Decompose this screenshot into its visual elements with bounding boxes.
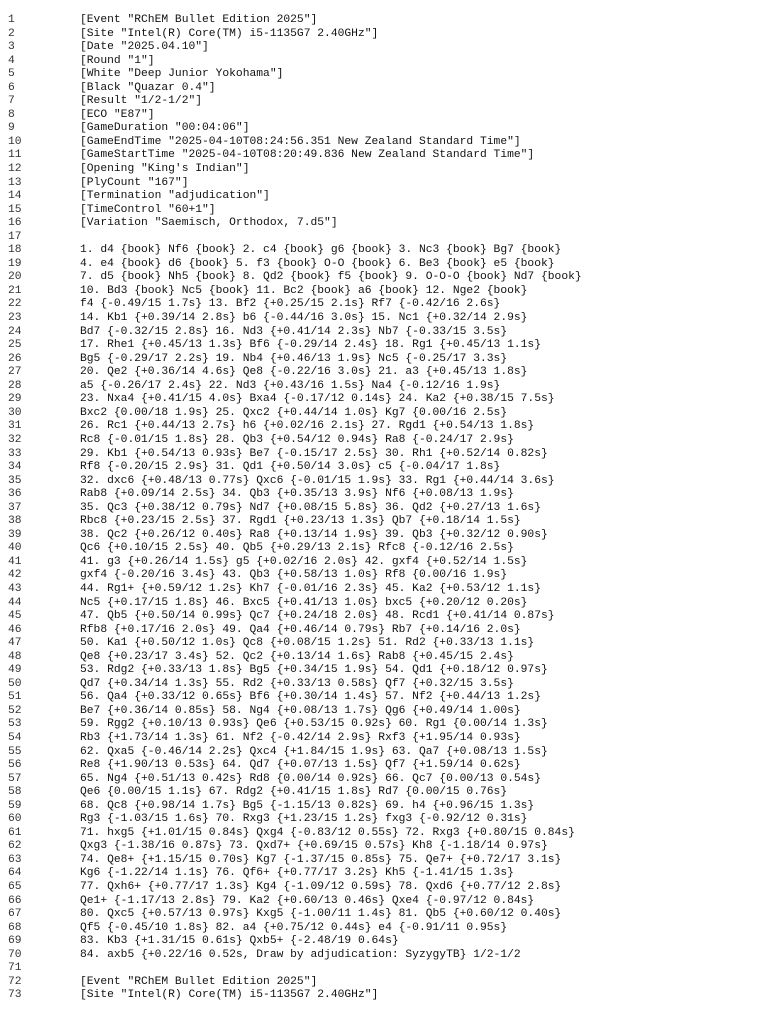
line-text[interactable]: Bd7 {-0.32/15 2.8s} 16. Nd3 {+0.41/14 2.3s} Nb7 {-0.33/15 3.5s} [80, 325, 508, 338]
line-text[interactable]: Qf5 {-0.45/10 1.8s} 82. a4 {+0.75/12 0.44s} e4 {-0.91/11 0.95s} [80, 921, 508, 934]
line-number: 28 [8, 379, 22, 392]
editor-line[interactable] [0, 502, 768, 516]
editor-line[interactable] [0, 637, 768, 651]
editor-line[interactable] [0, 515, 768, 529]
line-number: 12 [8, 163, 22, 176]
line-number: 69 [8, 935, 22, 948]
line-text[interactable]: Qe1+ {-1.17/13 2.8s} 79. Ka2 {+0.60/13 0.46s} Qxe4 {-0.97/12 0.84s} [80, 894, 535, 907]
line-text[interactable]: 59. Rgg2 {+0.10/13 0.93s} Qe6 {+0.53/15 0.92s} 60. Rg1 {0.00/14 1.3s} [80, 718, 548, 731]
line-number: 17 [8, 230, 22, 243]
line-number: 33 [8, 447, 22, 460]
line-text[interactable]: [GameEndTime "2025-04-10T08:24:56.351 New Zealand Standard Time"] [80, 135, 521, 148]
line-number: 60 [8, 813, 22, 826]
line-text[interactable]: 29. Kb1 {+0.54/13 0.93s} Be7 {-0.15/17 2.5s} 30. Rh1 {+0.52/14 0.82s} [80, 447, 548, 460]
line-text[interactable]: [Event "RChEM Bullet Edition 2025"] [80, 975, 318, 988]
line-number: 1 [8, 14, 15, 26]
line-text[interactable]: Rfb8 {+0.17/16 2.0s} 49. Qa4 {+0.46/14 0.79s} Rb7 {+0.14/16 2.0s} [80, 623, 521, 636]
editor-line[interactable] [0, 705, 768, 719]
line-text[interactable]: Qc6 {+0.10/15 2.5s} 40. Qb5 {+0.29/13 2.1s} Rfc8 {-0.12/16 2.5s} [80, 542, 514, 555]
line-number: 16 [8, 217, 22, 230]
line-text[interactable]: 47. Qb5 {+0.50/14 0.99s} Qc7 {+0.24/18 2.0s} 48. Rcd1 {+0.41/14 0.87s} [80, 610, 555, 623]
line-number: 22 [8, 298, 22, 311]
line-number: 2 [8, 27, 15, 40]
editor-line[interactable] [0, 366, 768, 380]
editor-line[interactable] [0, 935, 768, 949]
text-editor[interactable] [0, 14, 768, 1003]
line-number: 53 [8, 718, 22, 731]
editor-line[interactable] [0, 28, 768, 42]
line-number: 71 [8, 962, 22, 975]
line-number: 18 [8, 244, 22, 257]
editor-line[interactable] [0, 55, 768, 69]
line-text[interactable]: Qe6 {0.00/15 1.1s} 67. Rdg2 {+0.41/15 1.8s} Rd7 {0.00/15 0.76s} [80, 786, 508, 799]
line-text[interactable]: [Round "1"] [80, 54, 155, 67]
editor-line[interactable] [0, 163, 768, 177]
editor-line[interactable] [0, 312, 768, 326]
editor-line[interactable] [0, 759, 768, 773]
line-number: 43 [8, 582, 22, 595]
editor-line[interactable] [0, 122, 768, 136]
line-number: 30 [8, 406, 22, 419]
line-text[interactable]: [White "Deep Junior Yokohama"] [80, 68, 284, 81]
line-text[interactable]: Kg6 {-1.22/14 1.1s} 76. Qf6+ {+0.77/17 3.2s} Kh5 {-1.41/15 1.3s} [80, 867, 514, 880]
line-text[interactable]: [Site "Intel(R) Core(TM) i5-1135G7 2.40GHz"] [80, 27, 379, 40]
line-text[interactable]: a5 {-0.26/17 2.4s} 22. Nd3 {+0.43/16 1.5s} Na4 {-0.12/16 1.9s} [80, 379, 501, 392]
line-text[interactable]: [Termination "adjudication"] [80, 190, 270, 203]
editor-line[interactable] [0, 746, 768, 760]
line-number: 41 [8, 555, 22, 568]
line-text[interactable]: 68. Qc8 {+0.98/14 1.7s} Bg5 {-1.15/13 0.82s} 69. h4 {+0.96/15 1.3s} [80, 799, 535, 812]
editor-line[interactable] [0, 895, 768, 909]
editor-line[interactable] [0, 271, 768, 285]
line-text[interactable]: Qe8 {+0.23/17 3.4s} 52. Qc2 {+0.13/14 1.6s} Rab8 {+0.45/15 2.4s} [80, 650, 514, 663]
line-number: 32 [8, 433, 22, 446]
line-number: 42 [8, 569, 22, 582]
editor-line[interactable] [0, 651, 768, 665]
editor-line[interactable] [0, 840, 768, 854]
line-text[interactable]: 17. Rhe1 {+0.45/13 1.3s} Bf6 {-0.29/14 2.4s} 18. Rg1 {+0.45/13 1.1s} [80, 339, 541, 352]
line-text[interactable]: Qd7 {+0.34/14 1.3s} 55. Rd2 {+0.33/13 0.58s} Qf7 {+0.32/15 3.5s} [80, 677, 514, 690]
line-text[interactable]: 84. axb5 {+0.22/16 0.52s, Draw by adjudication: SyzygyTB} 1/2-1/2 [80, 948, 521, 961]
editor-line[interactable] [0, 691, 768, 705]
editor-line[interactable] [0, 597, 768, 611]
editor-line[interactable] [0, 475, 768, 489]
line-text[interactable]: 4. e4 {book} d6 {book} 5. f3 {book} O-O {book} 6. Be3 {book} e5 {book} [80, 257, 555, 270]
line-number: 50 [8, 677, 22, 690]
editor-line[interactable] [0, 434, 768, 448]
line-number: 6 [8, 81, 15, 94]
editor-line[interactable] [0, 82, 768, 96]
line-number: 11 [8, 149, 22, 162]
line-number: 34 [8, 461, 22, 474]
line-number: 31 [8, 420, 22, 433]
editor-line[interactable] [0, 556, 768, 570]
line-text[interactable]: 80. Qxc5 {+0.57/13 0.97s} Kxg5 {-1.00/11 1.4s} 81. Qb5 {+0.60/12 0.40s} [80, 908, 562, 921]
editor-line[interactable] [0, 393, 768, 407]
line-number: 26 [8, 352, 22, 365]
editor-line[interactable] [0, 14, 768, 28]
line-text[interactable]: 20. Qe2 {+0.36/14 4.6s} Qe8 {-0.22/16 3.0s} 21. a3 {+0.45/13 1.8s} [80, 366, 528, 379]
line-number: 73 [8, 989, 22, 1002]
line-number: 4 [8, 54, 15, 67]
line-text[interactable]: 50. Ka1 {+0.50/12 1.0s} Qc8 {+0.08/15 1.2s} 51. Rd2 {+0.33/13 1.1s} [80, 637, 535, 650]
line-text[interactable]: 23. Nxa4 {+0.41/15 4.0s} Bxa4 {-0.17/12 0.14s} 24. Ka2 {+0.38/15 7.5s} [80, 393, 555, 406]
editor-line[interactable] [0, 813, 768, 827]
line-number: 5 [8, 68, 15, 81]
line-number: 65 [8, 881, 22, 893]
line-number: 7 [8, 95, 15, 108]
editor-line[interactable] [0, 922, 768, 936]
line-number: 54 [8, 731, 22, 744]
editor-line[interactable] [0, 786, 768, 800]
editor-line[interactable] [0, 800, 768, 814]
editor-line[interactable] [0, 420, 768, 434]
editor-line[interactable] [0, 298, 768, 312]
line-text[interactable]: [Black "Quazar 0.4"] [80, 81, 216, 94]
line-number: 51 [8, 691, 22, 704]
editor-line[interactable] [0, 610, 768, 624]
line-text[interactable]: gxf4 {-0.20/16 3.4s} 43. Qb3 {+0.58/13 1.0s} Rf8 {0.00/16 1.9s} [80, 569, 508, 582]
line-number: 44 [8, 596, 22, 609]
line-number: 64 [8, 867, 22, 880]
editor-line[interactable] [0, 908, 768, 922]
line-number: 62 [8, 840, 22, 853]
editor-line[interactable] [0, 664, 768, 678]
line-text[interactable]: Be7 {+0.36/14 0.85s} 58. Ng4 {+0.08/13 1.7s} Qg6 {+0.49/14 1.00s} [80, 704, 521, 717]
editor-line[interactable] [0, 854, 768, 868]
line-number: 27 [8, 366, 22, 379]
line-number: 39 [8, 528, 22, 541]
editor-line[interactable] [0, 326, 768, 340]
editor-line[interactable] [0, 488, 768, 502]
line-text[interactable]: [ECO "E87"] [80, 108, 155, 121]
editor-line[interactable] [0, 177, 768, 191]
line-number: 14 [8, 190, 22, 203]
editor-line[interactable] [0, 380, 768, 394]
line-number: 67 [8, 908, 22, 921]
line-number: 47 [8, 637, 22, 650]
line-text[interactable]: 41. g3 {+0.26/14 1.5s} g5 {+0.02/16 2.0s} 42. gxf4 {+0.52/14 1.5s} [80, 555, 528, 568]
line-text[interactable]: [Date "2025.04.10"] [80, 41, 209, 54]
line-text[interactable]: 35. Qc3 {+0.38/12 0.79s} Nd7 {+0.08/15 5.8s} 36. Qd2 {+0.27/13 1.6s} [80, 501, 541, 514]
editor-line[interactable] [0, 244, 768, 258]
editor-line[interactable] [0, 989, 768, 1003]
line-text[interactable]: 14. Kb1 {+0.39/14 2.8s} b6 {-0.44/16 3.0s} 15. Nc1 {+0.32/14 2.9s} [80, 312, 528, 325]
line-number: 72 [8, 975, 22, 988]
line-text[interactable]: 1. d4 {book} Nf6 {book} 2. c4 {book} g6 {book} 3. Nc3 {book} Bg7 {book} [80, 244, 562, 257]
editor-line[interactable] [0, 827, 768, 841]
line-number: 15 [8, 203, 22, 216]
line-text[interactable]: f4 {-0.49/15 1.7s} 13. Bf2 {+0.25/15 2.1s} Rf7 {-0.42/16 2.6s} [80, 298, 501, 311]
line-text[interactable]: 74. Qe8+ {+1.15/15 0.70s} Kg7 {-1.37/15 0.85s} 75. Qe7+ {+0.72/17 3.1s} [80, 853, 562, 866]
line-text[interactable]: Rg3 {-1.03/15 1.6s} 70. Rxg3 {+1.23/15 1.2s} fxg3 {-0.92/12 0.31s} [80, 813, 528, 826]
line-text[interactable]: 53. Rdg2 {+0.33/13 1.8s} Bg5 {+0.34/15 1.9s} 54. Qd1 {+0.18/12 0.97s} [80, 664, 548, 677]
line-number: 3 [8, 41, 15, 54]
editor-line[interactable] [0, 678, 768, 692]
line-number: 25 [8, 339, 22, 352]
editor-line[interactable] [0, 136, 768, 150]
line-number: 10 [8, 135, 22, 148]
line-number: 45 [8, 610, 22, 623]
line-text[interactable]: 62. Qxa5 {-0.46/14 2.2s} Qxc4 {+1.84/15 1.9s} 63. Qa7 {+0.08/13 1.5s} [80, 745, 548, 758]
line-number: 48 [8, 650, 22, 663]
line-text[interactable]: Rbc8 {+0.23/15 2.5s} 37. Rgd1 {+0.23/13 1.3s} Qb7 {+0.18/14 1.5s} [80, 515, 521, 528]
line-number: 49 [8, 664, 22, 677]
line-number: 21 [8, 284, 22, 297]
line-number: 52 [8, 704, 22, 717]
editor-line[interactable] [0, 881, 768, 895]
editor-line[interactable] [0, 109, 768, 123]
editor-line[interactable] [0, 624, 768, 638]
editor-line[interactable] [0, 949, 768, 963]
line-text[interactable]: [TimeControl "60+1"] [80, 203, 216, 216]
line-text[interactable]: Rf8 {-0.20/15 2.9s} 31. Qd1 {+0.50/14 3.0s} c5 {-0.04/17 1.8s} [80, 461, 501, 474]
line-text[interactable]: 56. Qa4 {+0.33/12 0.65s} Bf6 {+0.30/14 1.4s} 57. Nf2 {+0.44/13 1.2s} [80, 691, 541, 704]
line-text[interactable]: [GameDuration "00:04:06"] [80, 122, 250, 135]
line-number: 36 [8, 488, 22, 501]
line-text[interactable]: 7. d5 {book} Nh5 {book} 8. Qd2 {book} f5 {book} 9. O-O-O {book} Nd7 {book} [80, 271, 582, 284]
line-number: 13 [8, 176, 22, 189]
line-text[interactable]: 38. Qc2 {+0.26/12 0.40s} Ra8 {+0.13/14 1.9s} 39. Qb3 {+0.32/12 0.90s} [80, 528, 548, 541]
line-text[interactable]: [PlyCount "167"] [80, 176, 189, 189]
line-text[interactable]: 71. hxg5 {+1.01/15 0.84s} Qxg4 {-0.83/12 0.55s} 72. Rxg3 {+0.80/15 0.84s} [80, 826, 575, 839]
editor-line[interactable] [0, 569, 768, 583]
line-number: 37 [8, 501, 22, 514]
line-text[interactable]: 83. Kb3 {+1.31/15 0.61s} Qxb5+ {-2.48/19 0.64s} [80, 935, 399, 948]
line-number: 63 [8, 853, 22, 866]
line-number: 61 [8, 826, 22, 839]
editor-line[interactable] [0, 339, 768, 353]
line-number: 70 [8, 948, 22, 961]
editor-line[interactable] [0, 95, 768, 109]
editor-line[interactable] [0, 976, 768, 990]
editor-line[interactable] [0, 583, 768, 597]
editor-line[interactable] [0, 217, 768, 231]
editor-line[interactable] [0, 773, 768, 787]
line-number: 56 [8, 759, 22, 772]
editor-line[interactable] [0, 68, 768, 82]
line-text[interactable]: [Opening "King's Indian"] [80, 163, 250, 176]
editor-line[interactable] [0, 258, 768, 272]
editor-line[interactable] [0, 190, 768, 204]
line-number: 66 [8, 894, 22, 907]
line-number: 23 [8, 312, 22, 325]
line-text[interactable]: Rc8 {-0.01/15 1.8s} 28. Qb3 {+0.54/12 0.94s} Ra8 {-0.24/17 2.9s} [80, 433, 514, 446]
editor-line[interactable] [0, 732, 768, 746]
editor-line[interactable] [0, 41, 768, 55]
line-text[interactable]: Re8 {+1.90/13 0.53s} 64. Qd7 {+0.07/13 1.5s} Qf7 {+1.59/14 0.62s} [80, 759, 521, 772]
line-number: 57 [8, 772, 22, 785]
line-text[interactable]: 10. Bd3 {book} Nc5 {book} 11. Bc2 {book} a6 {book} 12. Nge2 {book} [80, 284, 528, 297]
line-text[interactable]: 77. Qxh6+ {+0.77/17 1.3s} Kg4 {-1.09/12 0.59s} 78. Qxd6 {+0.77/12 2.8s} [80, 881, 562, 893]
line-text[interactable]: 65. Ng4 {+0.51/13 0.42s} Rd8 {0.00/14 0.92s} 66. Qc7 {0.00/13 0.54s} [80, 772, 541, 785]
editor-line[interactable] [0, 285, 768, 299]
line-text[interactable]: Rab8 {+0.09/14 2.5s} 34. Qb3 {+0.35/13 3.9s} Nf6 {+0.08/13 1.9s} [80, 488, 514, 501]
editor-line[interactable] [0, 448, 768, 462]
editor-line[interactable] [0, 542, 768, 556]
line-number: 55 [8, 745, 22, 758]
line-text[interactable]: Bg5 {-0.29/17 2.2s} 19. Nb4 {+0.46/13 1.9s} Nc5 {-0.25/17 3.3s} [80, 352, 508, 365]
line-text[interactable]: 26. Rc1 {+0.44/13 2.7s} h6 {+0.02/16 2.1s} 27. Rgd1 {+0.54/13 1.8s} [80, 420, 535, 433]
line-text[interactable]: Qxg3 {-1.38/16 0.87s} 73. Qxd7+ {+0.69/15 0.57s} Kh8 {-1.18/14 0.97s} [80, 840, 548, 853]
line-number: 24 [8, 325, 22, 338]
editor-line[interactable] [0, 718, 768, 732]
line-text[interactable]: [Site "Intel(R) Core(TM) i5-1135G7 2.40GHz"] [80, 989, 379, 1002]
editor-line[interactable] [0, 407, 768, 421]
line-number: 35 [8, 474, 22, 487]
line-number: 20 [8, 271, 22, 284]
line-number: 9 [8, 122, 15, 135]
line-text[interactable]: [Variation "Saemisch, Orthodox, 7.d5"] [80, 217, 338, 230]
line-number: 58 [8, 786, 22, 799]
line-number: 59 [8, 799, 22, 812]
editor-line[interactable] [0, 867, 768, 881]
line-text[interactable]: Nc5 {+0.17/15 1.8s} 46. Bxc5 {+0.41/13 1.0s} bxc5 {+0.20/12 0.20s} [80, 596, 528, 609]
editor-line[interactable] [0, 529, 768, 543]
line-number: 8 [8, 108, 15, 121]
line-text[interactable]: 44. Rg1+ {+0.59/12 1.2s} Kh7 {-0.01/16 2.3s} 45. Ka2 {+0.53/12 1.1s} [80, 582, 541, 595]
line-text[interactable]: Rb3 {+1.73/14 1.3s} 61. Nf2 {-0.42/14 2.9s} Rxf3 {+1.95/14 0.93s} [80, 731, 521, 744]
line-text[interactable]: [GameStartTime "2025-04-10T08:20:49.836 New Zealand Standard Time"] [80, 149, 535, 162]
editor-line[interactable] [0, 204, 768, 218]
editor-line[interactable] [0, 962, 768, 976]
line-number: 68 [8, 921, 22, 934]
line-number: 19 [8, 257, 22, 270]
editor-line[interactable] [0, 353, 768, 367]
editor-line[interactable] [0, 149, 768, 163]
editor-line[interactable] [0, 231, 768, 245]
line-text[interactable]: 32. dxc6 {+0.48/13 0.77s} Qxc6 {-0.01/15 1.9s} 33. Rg1 {+0.44/14 3.6s} [80, 474, 555, 487]
editor-line[interactable] [0, 461, 768, 475]
line-number: 29 [8, 393, 22, 406]
line-text[interactable]: [Event "RChEM Bullet Edition 2025"] [80, 14, 318, 26]
line-number: 38 [8, 515, 22, 528]
line-text[interactable]: Bxc2 {0.00/18 1.9s} 25. Qxc2 {+0.44/14 1.0s} Kg7 {0.00/16 2.5s} [80, 406, 508, 419]
line-number: 46 [8, 623, 22, 636]
line-text[interactable]: [Result "1/2-1/2"] [80, 95, 203, 108]
line-number: 40 [8, 542, 22, 555]
